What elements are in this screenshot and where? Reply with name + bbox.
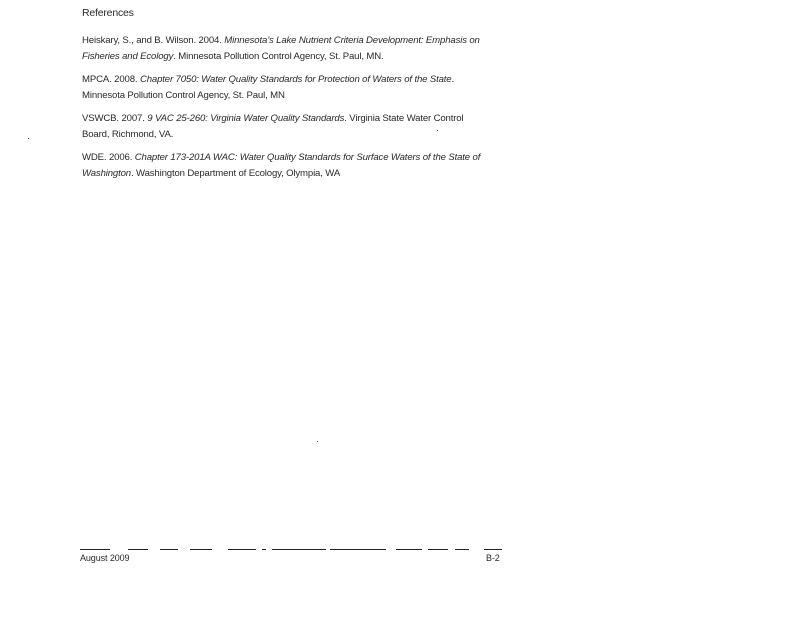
footer-date: August 2009 [80,553,130,563]
scan-speck [28,138,29,139]
page-number: B-2 [486,553,500,563]
reference-entry [82,150,512,181]
footer-rule-segment [396,549,422,550]
reference-line: Heiskary, S., and B. Wilson. 2004. Minnesota’s Lake Nutrient Criteria Development: Emphasis on [82,35,480,46]
references-heading: References [82,7,134,19]
reference-line: WDE. 2006. Chapter 173-201A WAC: Water Quality Standards for Surface Waters of the State of [82,152,481,163]
footer-rule-segment [128,549,148,550]
footer-rule-segment [228,549,256,550]
reference-entry [82,111,512,142]
footer-rule-segment [190,549,212,550]
reference-entry [82,72,512,103]
footer-rule-segment [80,549,110,550]
reference-line: MPCA. 2008. Chapter 7050: Water Quality Standards for Protection of Waters of the State. [82,74,455,85]
footer-rule-segment [428,549,448,550]
scan-speck [317,441,318,442]
footer-rule-segment [484,549,502,550]
footer-rule-segment [272,549,326,550]
footer-rule-segment [330,549,386,550]
scan-speck [437,130,438,131]
reference-entry [82,33,512,64]
reference-line: Board, Richmond, VA. [82,128,174,140]
footer-rule-segment [160,549,178,550]
footer-rule-segment [262,549,266,550]
reference-line: Fisheries and Ecology. Minnesota Pollution Control Agency, St. Paul, MN. [82,50,384,62]
reference-line: VSWCB. 2007. 9 VAC 25-260: Virginia Water Quality Standards. Virginia State Water Control [82,113,464,124]
footer-rule-segment [455,549,469,550]
reference-line: Washington. Washington Department of Ecology, Olympia, WA [82,167,341,179]
reference-line: Minnesota Pollution Control Agency, St. Paul, MN [82,89,285,101]
